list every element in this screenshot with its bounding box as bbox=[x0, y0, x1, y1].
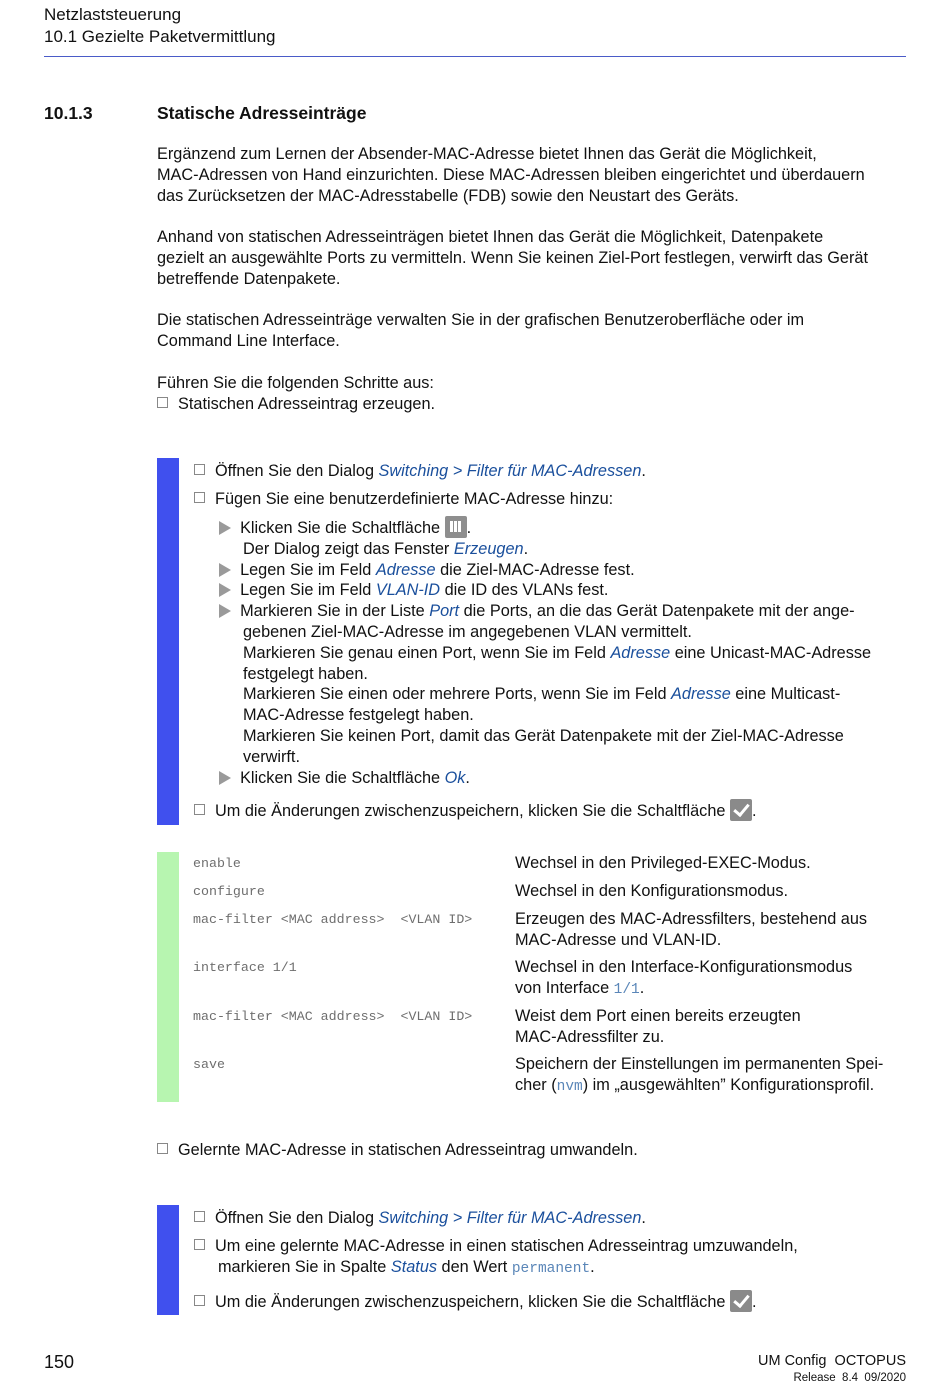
dialog-path-link: Switching > Filter für MAC-Adressen bbox=[378, 1209, 642, 1227]
header-rule bbox=[44, 56, 906, 57]
page-number: 150 bbox=[44, 1352, 75, 1372]
cli-description: Erzeugen des MAC-Adressfilters, bestehend aus MAC-Adresse und VLAN-ID. bbox=[515, 910, 868, 949]
gui-step-save: Um die Änderungen zwischenzuspeichern, klicken Sie die Schaltfläche . bbox=[194, 1290, 756, 1313]
cli-description: Speichern der Einstellungen im permanenten Spei- cher (nvm) im „ausgewählten” Konfigurationsprofil. bbox=[515, 1055, 884, 1095]
paragraph-line: Command Line Interface. bbox=[157, 331, 340, 350]
section-number: 10.1.3 bbox=[44, 103, 93, 123]
paragraph-line: Ergänzend zum Lernen der Absender-MAC-Adresse bietet Ihnen das Gerät die Möglichkeit, bbox=[157, 145, 817, 163]
task-create-entry: Statischen Adresseintrag erzeugen. bbox=[157, 394, 907, 415]
substep-click-ok: Klicken Sie die Schaltfläche Ok. bbox=[219, 768, 871, 789]
cli-command: save bbox=[193, 1057, 225, 1072]
checkbox-icon bbox=[194, 1239, 205, 1250]
checkmark-icon bbox=[730, 799, 752, 821]
paragraph-line: gezielt an ausgewählte Ports zu vermitteln. Wenn Sie keinen Ziel-Port festlegen, verwirft das Gerät bbox=[157, 248, 868, 267]
cli-command: enable bbox=[193, 856, 241, 871]
dialog-path-link: Switching > Filter für MAC-Adressen bbox=[378, 462, 642, 480]
substep-set-vlan: Legen Sie im Feld VLAN-ID die ID des VLANs fest. bbox=[219, 580, 871, 601]
paragraph-intro bbox=[157, 144, 907, 206]
cli-command: interface 1/1 bbox=[193, 960, 297, 975]
gui-procedure-1 bbox=[194, 461, 646, 510]
checkbox-icon bbox=[194, 1211, 205, 1222]
paragraph-line: Anhand von statischen Adresseinträgen bietet Ihnen das Gerät die Möglichkeit, Datenpakete bbox=[157, 228, 824, 246]
steps-intro: Führen Sie die folgenden Schritte aus: Statischen Adresseintrag erzeugen. bbox=[157, 373, 907, 415]
gui-step-save: Um die Änderungen zwischenzuspeichern, klicken Sie die Schaltfläche . bbox=[194, 799, 756, 822]
checkbox-icon bbox=[194, 464, 205, 475]
cli-description: Weist dem Port einen bereits erzeugten MAC-Adressfilter zu. bbox=[515, 1007, 801, 1046]
checkbox-icon bbox=[194, 804, 205, 815]
cli-procedure-bar bbox=[157, 852, 179, 1102]
checkbox-icon bbox=[157, 397, 168, 408]
paragraph-line: betreffende Datenpakete. bbox=[157, 269, 341, 288]
section-title: Statische Adresseinträge bbox=[157, 103, 367, 123]
checkmark-icon bbox=[730, 1290, 752, 1312]
gui-procedure-bar bbox=[157, 458, 179, 825]
cli-description: Wechsel in den Konfigurationsmodus. bbox=[515, 882, 789, 900]
gui-step-mark-permanent: Um eine gelernte MAC-Adresse in einen statischen Adresseintrag umzuwandeln, markieren Sie in Spalte Status den Wert permanent. bbox=[194, 1236, 798, 1280]
arrow-bullet-icon bbox=[219, 563, 231, 577]
paragraph-line: das Zurücksetzen der MAC-Adresstabelle (FDB) sowie den Neustart des Geräts. bbox=[157, 186, 739, 205]
arrow-bullet-icon bbox=[219, 521, 231, 535]
checkbox-icon bbox=[194, 492, 205, 503]
cli-description: Wechsel in den Privileged-EXEC-Modus. bbox=[515, 854, 811, 872]
paragraph-static-entries bbox=[157, 227, 907, 289]
arrow-bullet-icon bbox=[219, 604, 231, 618]
running-header-chapter: Netzlaststeuerung bbox=[44, 5, 182, 24]
paragraph-line: Die statischen Adresseinträge verwalten Sie in der grafischen Benutzeroberfläche oder im bbox=[157, 311, 805, 329]
substep-select-ports: Markieren Sie in der Liste Port die Ports, an die das Gerät Datenpakete mit der ange- bbox=[219, 601, 871, 622]
gui-procedure-bar bbox=[157, 1205, 179, 1315]
checkbox-icon bbox=[157, 1143, 168, 1154]
window-name-link: Erzeugen bbox=[453, 539, 524, 558]
paragraph-management bbox=[157, 310, 907, 352]
cli-command: mac-filter <MAC address> <VLAN ID> bbox=[193, 1009, 473, 1024]
gui-step-open-dialog: Öffnen Sie den Dialog Switching > Filter für MAC-Adressen. bbox=[194, 461, 646, 482]
arrow-bullet-icon bbox=[219, 583, 231, 597]
footer-release: Release 8.4 09/2020 bbox=[793, 1372, 906, 1384]
arrow-bullet-icon bbox=[219, 771, 231, 785]
gui-step-open-dialog: Öffnen Sie den Dialog Switching > Filter für MAC-Adressen. bbox=[194, 1208, 646, 1229]
running-header-section: 10.1 Gezielte Paketvermittlung bbox=[44, 27, 276, 46]
cli-command: configure bbox=[193, 884, 265, 899]
substep-click-button: Klicken Sie die Schaltfläche . bbox=[219, 516, 871, 539]
substep-set-address: Legen Sie im Feld Adresse die Ziel-MAC-Adresse fest. bbox=[219, 560, 871, 581]
gui-step-add-mac: Fügen Sie eine benutzerdefinierte MAC-Adresse hinzu: bbox=[194, 489, 646, 510]
paragraph-line: MAC-Adressen von Hand einzurichten. Diese MAC-Adressen bleiben eingerichtet und überdauern bbox=[157, 165, 865, 184]
gui-substeps: Klicken Sie die Schaltfläche . Der Dialog zeigt das Fenster Erzeugen. Legen Sie im Feld Adresse die Ziel-MAC-Adresse fest. Legen Sie im Feld VLAN-ID die ID des VLANs fest. Markieren Sie in der Liste Port die Ports, an die das Gerät Datenpakete mit der ange- gebenen Ziel-MAC-Adresse im angegebenen VLAN vermittelt. Markieren Sie genau einen Port, wenn Sie im Feld Adresse eine Unicast-MAC-Adresse festgelegt haben. Markieren Sie einen oder mehrere Ports, wenn Sie im Feld Adresse eine Multicast- MAC-Adresse festgelegt haben. Markieren Sie keinen Port, damit das Gerät Datenpakete mit der Ziel-MAC-Adresse verwirft. Klicken Sie die Schaltfläche Ok. bbox=[219, 516, 871, 788]
table-add-icon bbox=[445, 516, 467, 538]
cli-command: mac-filter <MAC address> <VLAN ID> bbox=[193, 912, 473, 927]
cli-description: Wechsel in den Interface-Konfigurationsmodus von Interface 1/1. bbox=[515, 958, 853, 998]
checkbox-icon bbox=[194, 1295, 205, 1306]
footer-doc-title: UM Config OCTOPUS bbox=[758, 1353, 906, 1369]
task-convert-learned: Gelernte MAC-Adresse in statischen Adresseintrag umwandeln. bbox=[157, 1140, 638, 1161]
